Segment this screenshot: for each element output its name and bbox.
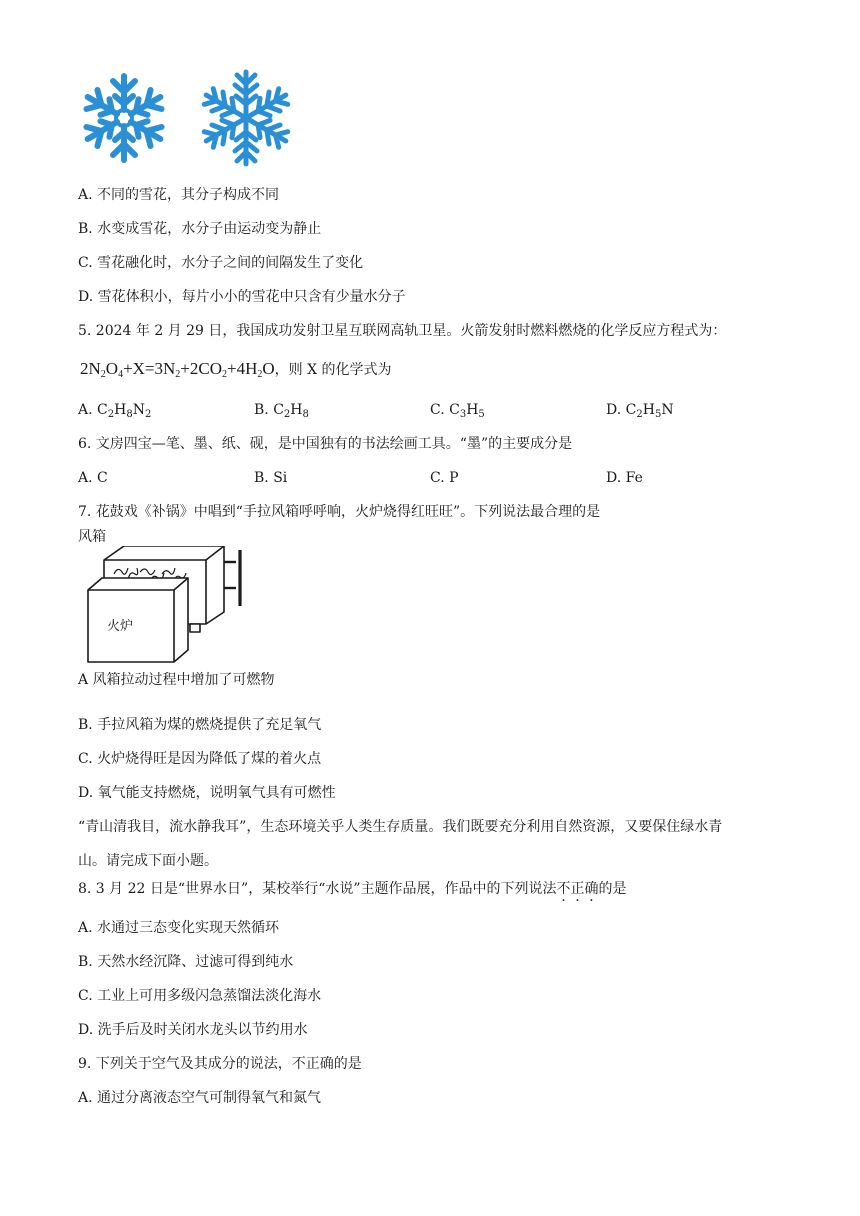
q7-option-d: D. 氧气能支持燃烧，说明氧气具有可燃性: [78, 785, 336, 801]
q6-option-c: C. P: [430, 470, 459, 486]
bellows-label: 风箱: [78, 529, 106, 545]
passage-line-1: “青山清我目，流水静我耳”，生态环境关乎人类生存质量。我们既要充分利用自然资源，又要保住绿水青: [78, 819, 723, 835]
snowflake-icon: [78, 70, 170, 166]
chemical-equation: $2N_2O_4+X=3N_2+2CO_2+4H_2O$: [80, 359, 275, 380]
bellows-furnace-diagram: [84, 546, 254, 664]
q5-option-b: B. $C_2H_8$: [254, 402, 309, 420]
q5-option-d: D. $C_2H_5N$: [606, 402, 674, 420]
q5-option-c: C. $C_3H_5$: [430, 402, 485, 420]
q6-option-b: B. Si: [254, 470, 288, 486]
q7-option-b: B. 手拉风箱为煤的燃烧提供了充足氧气: [78, 717, 322, 733]
q9-option-a: A. 通过分离液态空气可制得氧气和氮气: [78, 1090, 322, 1106]
q7-stem: 7. 花鼓戏《补锅》中唱到“手拉风箱呼呼响，火炉烧得红旺旺”。下列说法最合理的是: [78, 504, 601, 520]
q4-option-d: D. 雪花体积小，每片小小的雪花中只含有少量水分子: [78, 289, 406, 305]
q8-option-c: C. 工业上可用多级闪急蒸馏法淡化海水: [78, 988, 322, 1004]
q4-option-c: C. 雪花融化时，水分子之间的间隔发生了变化: [78, 255, 364, 271]
q5-equation-line: [80, 358, 392, 381]
q6-option-a: A. C: [78, 470, 108, 486]
snowflake-icon: [196, 68, 296, 168]
q5-equation-tail: ，则 X 的化学式为: [274, 362, 392, 378]
q9-stem: 9. 下列关于空气及其成分的说法，不正确的是: [78, 1056, 362, 1072]
q5-option-a: A. $C_2H_8N_2$: [78, 402, 152, 420]
passage-line-2: 山。请完成下面小题。: [78, 853, 218, 869]
q6-stem: 6. 文房四宝—笔、墨、纸、砚，是中国独有的书法绘画工具。“墨”的主要成分是: [78, 436, 573, 452]
q7-option-a: A 风箱拉动过程中增加了可燃物: [78, 672, 275, 688]
q8-option-b: B. 天然水经沉降、过滤可得到纯水: [78, 954, 294, 970]
q4-option-b: B. 水变成雪花，水分子由运动变为静止: [78, 221, 322, 237]
emphasis-char: 正: [570, 881, 585, 897]
q7-option-c: C. 火炉烧得旺是因为降低了煤的着火点: [78, 751, 322, 767]
q8-option-d: D. 洗手后及时关闭水龙头以节约用水: [78, 1022, 308, 1038]
q4-option-a: A. 不同的雪花，其分子构成不同: [78, 187, 280, 203]
q8-option-a: A. 水通过三态变化实现天然循环: [78, 920, 280, 936]
emphasis-char: 确: [584, 881, 599, 897]
q5-stem: 5. 2024 年 2 月 29 日，我国成功发射卫星互联网高轨卫星。火箭发射时燃料燃烧的化学反应方程式为：: [78, 323, 727, 339]
q8-stem: 8. 3 月 22 日是“世界水日”，某校举行“水说”主题作品展，作品中的下列说法不正确的是: [78, 881, 627, 897]
emphasis-char: 不: [556, 881, 571, 897]
q6-option-d: D. Fe: [606, 470, 643, 486]
furnace-label: 火炉: [107, 619, 134, 634]
